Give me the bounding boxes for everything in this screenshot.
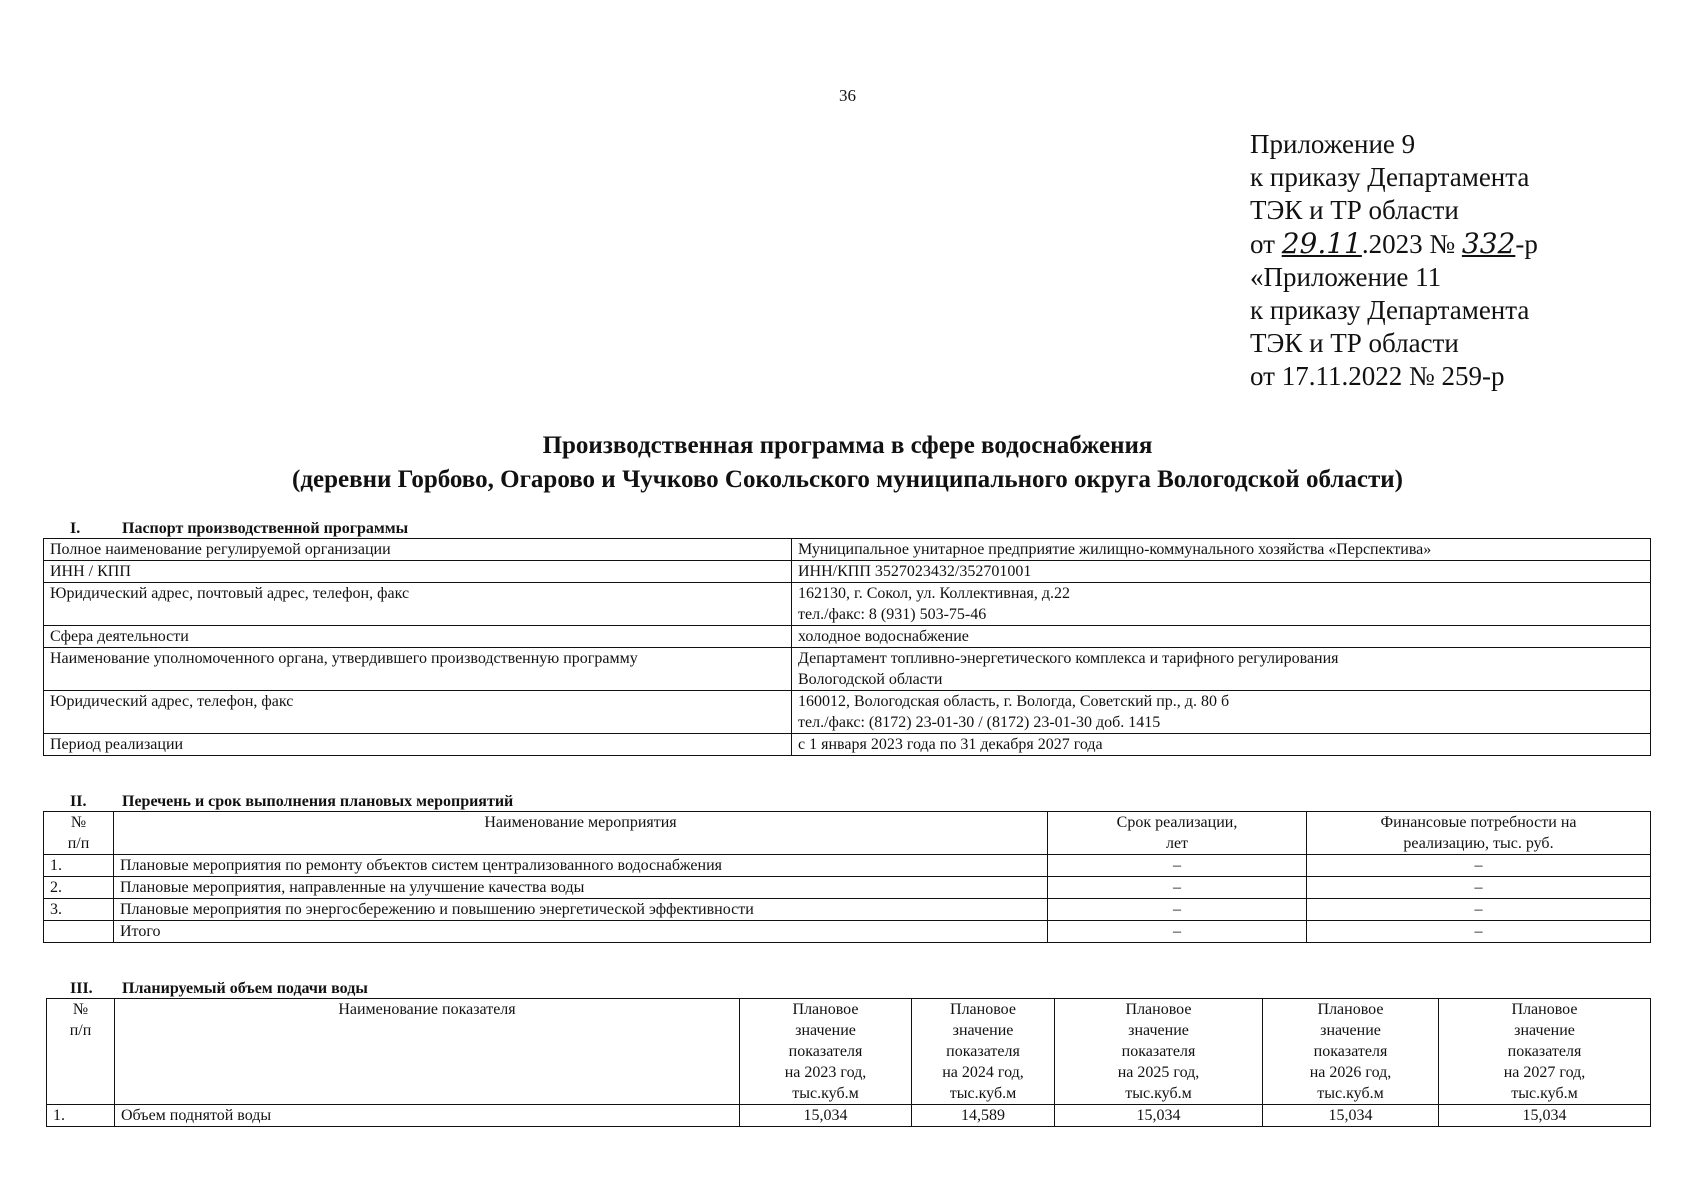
passport-value: Муниципальное унитарное предприятие жилищно-коммунального хозяйства «Перспектива» (792, 539, 1651, 561)
section-number: I. (70, 520, 81, 537)
row-value: 15,034 (740, 1105, 912, 1127)
row-name: Плановые мероприятия по ремонту объектов систем централизованного водоснабжения (114, 855, 1048, 877)
appendix-order-line (1250, 227, 1538, 261)
header-line: значение (1514, 1022, 1575, 1039)
row-term: – (1048, 877, 1307, 899)
value-line: Вологодской области (798, 671, 943, 688)
handwritten-date: 29.11 (1281, 227, 1362, 260)
header-line: Плановое (950, 1001, 1016, 1018)
passport-label: Период реализации (44, 734, 792, 756)
water-supply-table (46, 998, 1651, 1127)
value-line: 160012, Вологодская область, г. Вологда, Советский пр., д. 80 б (798, 693, 1230, 710)
header-line: Срок реализации, (1116, 814, 1238, 831)
passport-label: Наименование уполномоченного органа, утвердившего производственную программу (44, 648, 792, 691)
appendix-line: «Приложение 11 (1250, 262, 1442, 292)
header-line: значение (795, 1022, 856, 1039)
section-1-heading (70, 520, 408, 538)
section-3-heading (70, 980, 368, 998)
section-2-heading (70, 793, 513, 811)
order-year: .2023 № (1361, 229, 1462, 259)
passport-label: Юридический адрес, почтовый адрес, телефон, факс (44, 583, 792, 626)
header-line: п/п (69, 1022, 92, 1039)
table-row (44, 539, 1651, 561)
appendix-block (1250, 128, 1538, 393)
header-line: показателя (1507, 1043, 1582, 1060)
table-header-row (47, 999, 1651, 1105)
table-row (44, 899, 1651, 921)
passport-label: Сфера деятельности (44, 626, 792, 648)
table-header-row (44, 812, 1651, 855)
header-line: тыс.куб.м (1511, 1085, 1578, 1102)
header-line: лет (1165, 835, 1189, 852)
col-header-finance (1307, 812, 1651, 855)
order-suffix: -р (1515, 229, 1538, 259)
passport-value: ИНН/КПП 3527023432/352701001 (792, 561, 1651, 583)
table-row (44, 583, 1651, 626)
col-header-num (44, 812, 114, 855)
value-line: Департамент топливно-энергетического комплекса и тарифного регулирования (798, 650, 1339, 667)
header-line: показателя (788, 1043, 863, 1060)
value-line: тел./факс: (8172) 23-01-30 / (8172) 23-01-30 доб. 1415 (798, 714, 1161, 731)
header-line: на 2025 год, (1117, 1064, 1200, 1081)
passport-value: холодное водоснабжение (792, 626, 1651, 648)
passport-label: Юридический адрес, телефон, факс (44, 691, 792, 734)
table-row (44, 921, 1651, 943)
passport-value: с 1 января 2023 года по 31 декабря 2027 года (792, 734, 1651, 756)
header-line: Плановое (792, 1001, 859, 1018)
row-value: 14,589 (912, 1105, 1055, 1127)
appendix-line: к приказу Департамента (1250, 162, 1530, 192)
table-row (44, 877, 1651, 899)
value-line: 162130, г. Сокол, ул. Коллективная, д.22 (798, 585, 1071, 602)
section-title: Перечень и срок выполнения плановых мероприятий (122, 793, 514, 810)
header-line: значение (1128, 1022, 1189, 1039)
appendix-line: ТЭК и ТР области (1250, 328, 1459, 358)
row-finance: – (1307, 899, 1651, 921)
header-line: показателя (1313, 1043, 1388, 1060)
row-term: – (1048, 899, 1307, 921)
col-header-year (740, 999, 912, 1105)
row-name: Объем поднятой воды (115, 1105, 740, 1127)
col-header-year (1439, 999, 1651, 1105)
row-term: – (1048, 921, 1307, 943)
header-line: тыс.куб.м (1125, 1085, 1192, 1102)
row-num: 1. (47, 1105, 115, 1127)
appendix-line: к приказу Департамента (1250, 295, 1530, 325)
header-line: тыс.куб.м (949, 1085, 1017, 1102)
header-line: на 2024 год, (942, 1064, 1024, 1081)
passport-table (43, 538, 1651, 756)
row-value: 15,034 (1263, 1105, 1439, 1127)
row-finance: – (1307, 921, 1651, 943)
appendix-line: Приложение 9 (1250, 129, 1416, 159)
title-line-1: Производственная программа в сфере водоснабжения (542, 432, 1153, 459)
header-line: Плановое (1317, 1001, 1384, 1018)
header-line: значение (1320, 1022, 1381, 1039)
header-line: на 2023 год, (784, 1064, 867, 1081)
table-row (44, 626, 1651, 648)
row-finance: – (1307, 877, 1651, 899)
row-num: 2. (44, 877, 114, 899)
col-header-term (1048, 812, 1307, 855)
page-number: 36 (839, 86, 856, 105)
section-title: Планируемый объем подачи воды (122, 980, 368, 997)
header-line: тыс.куб.м (792, 1085, 859, 1102)
header-line: значение (952, 1022, 1014, 1039)
order-prefix: от (1250, 229, 1282, 259)
value-line: тел./факс: 8 (931) 503-75-46 (798, 606, 987, 623)
row-name: Плановые мероприятия по энергосбережению и повышению энергетической эффективности (114, 899, 1048, 921)
table-row (47, 1105, 1651, 1127)
section-number: III. (70, 980, 93, 997)
table-row (44, 691, 1651, 734)
passport-value (792, 691, 1651, 734)
handwritten-number: 332 (1461, 227, 1516, 260)
appendix-line: от 17.11.2022 № 259-р (1250, 361, 1505, 391)
row-num: 3. (44, 899, 114, 921)
row-name: Плановые мероприятия, направленные на улучшение качества воды (114, 877, 1048, 899)
header-line: показателя (946, 1043, 1020, 1060)
header-line: Плановое (1125, 1001, 1192, 1018)
header-line: тыс.куб.м (1317, 1085, 1384, 1102)
row-num (44, 921, 114, 943)
header-line: Плановое (1511, 1001, 1578, 1018)
header-line: № (70, 814, 87, 831)
passport-value (792, 583, 1651, 626)
passport-label: Полное наименование регулируемой организации (44, 539, 792, 561)
header-line: № (72, 1001, 89, 1018)
col-header-year (1263, 999, 1439, 1105)
col-header-year (1055, 999, 1263, 1105)
measures-table (43, 811, 1651, 943)
table-row (44, 855, 1651, 877)
col-header-name: Наименование показателя (115, 999, 740, 1105)
row-value: 15,034 (1439, 1105, 1651, 1127)
section-title: Паспорт производственной программы (122, 520, 409, 537)
header-line: на 2027 год, (1503, 1064, 1586, 1081)
col-header-name: Наименование мероприятия (114, 812, 1048, 855)
title-line-2: (деревни Горбово, Огарово и Чучково Сокольского муниципального округа Вологодской области) (292, 466, 1403, 493)
table-row (44, 734, 1651, 756)
row-name: Итого (114, 921, 1048, 943)
header-line: реализацию, тыс. руб. (1403, 835, 1554, 852)
table-row (44, 561, 1651, 583)
row-term: – (1048, 855, 1307, 877)
col-header-num (47, 999, 115, 1105)
header-line: п/п (67, 835, 90, 852)
row-finance: – (1307, 855, 1651, 877)
section-number: II. (70, 793, 87, 810)
header-line: на 2026 год, (1309, 1064, 1392, 1081)
row-num: 1. (44, 855, 114, 877)
appendix-line: ТЭК и ТР области (1250, 195, 1459, 225)
passport-label: ИНН / КПП (44, 561, 792, 583)
row-value: 15,034 (1055, 1105, 1263, 1127)
table-row (44, 648, 1651, 691)
col-header-year (912, 999, 1055, 1105)
header-line: показателя (1121, 1043, 1196, 1060)
passport-value (792, 648, 1651, 691)
document-title (0, 429, 1695, 497)
header-line: Финансовые потребности на (1380, 814, 1577, 831)
